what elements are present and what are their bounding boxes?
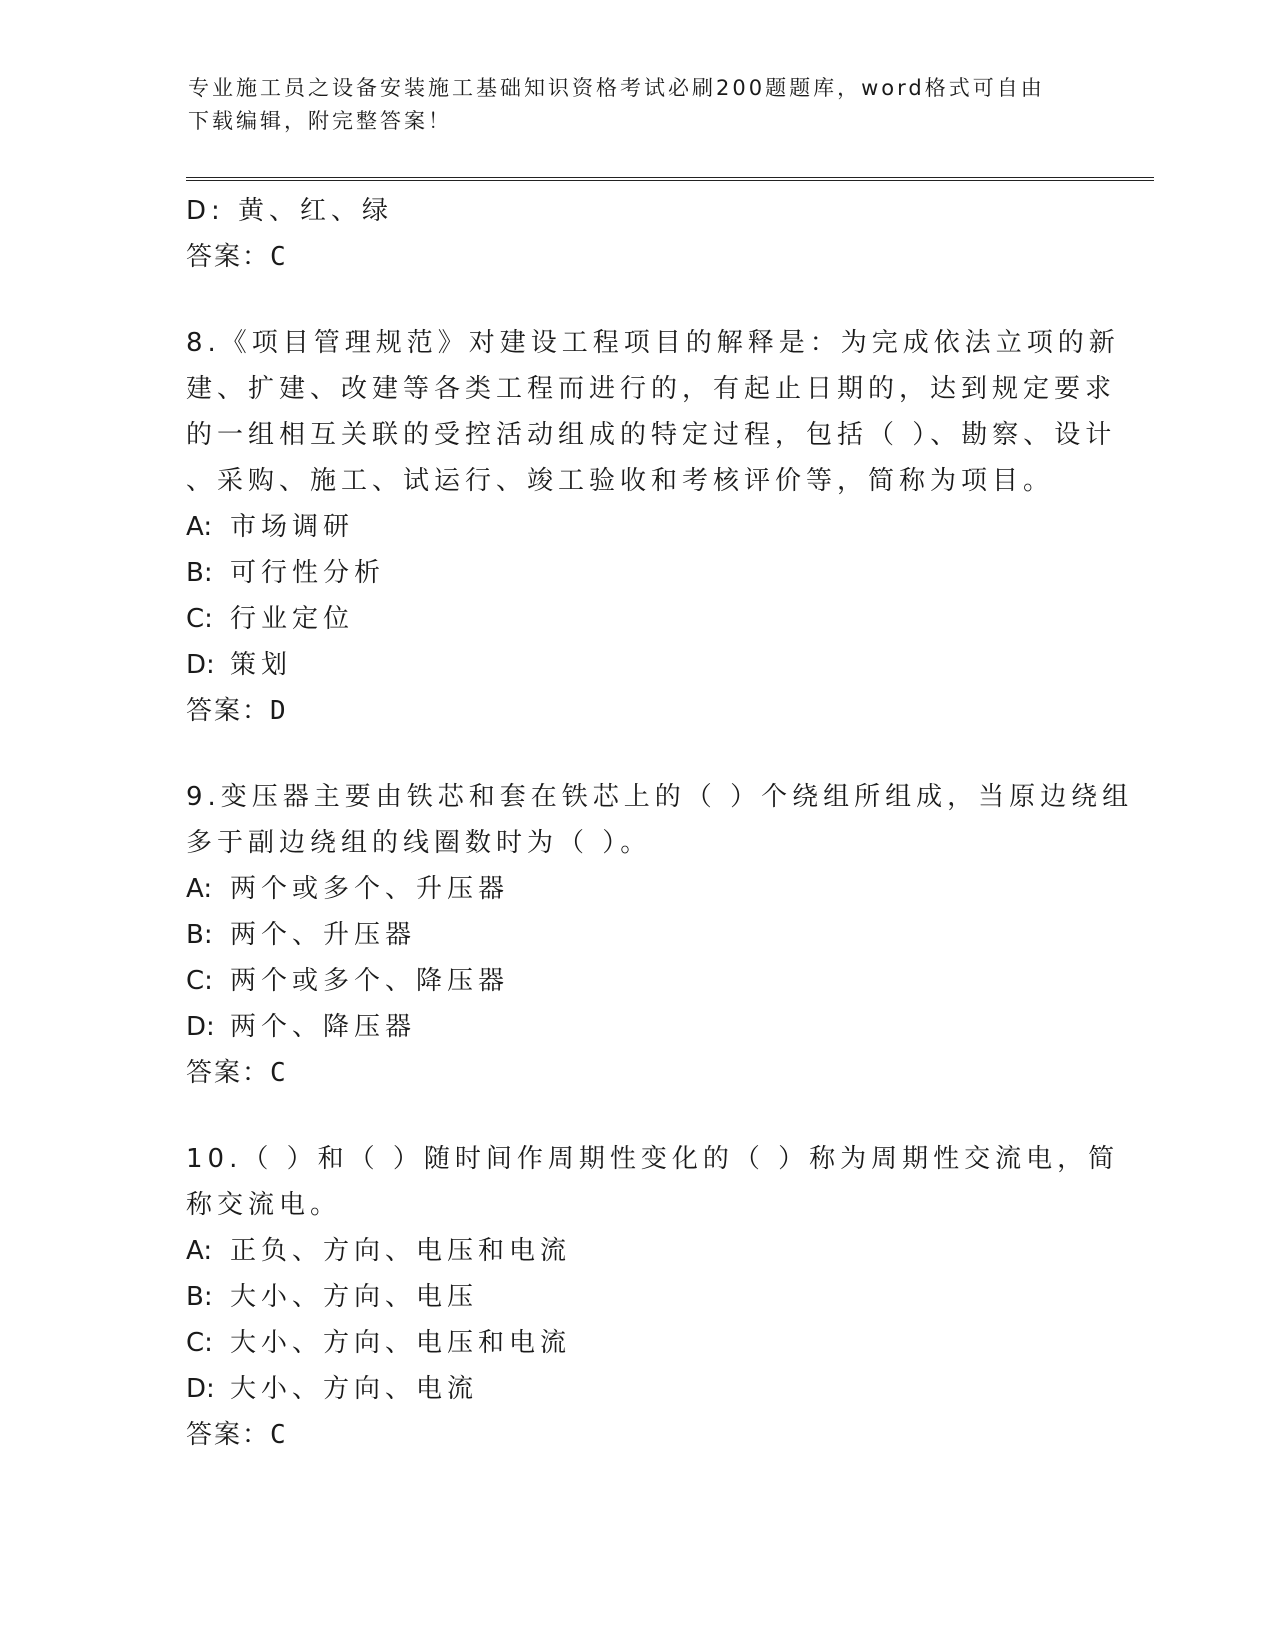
option-letter: B:	[186, 558, 213, 588]
document-header	[188, 72, 1088, 138]
previous-question-answer	[186, 234, 1086, 280]
option-text: 可行性分析	[230, 558, 386, 588]
question-text-line: 的一组相互关联的受控活动组成的特定过程，包括（ ）、勘察、设计	[186, 420, 1117, 450]
option-d	[186, 1004, 1086, 1050]
question-text-line: 9.变压器主要由铁芯和套在铁芯上的（ ）个绕组所组成，当原边绕组	[186, 782, 1134, 812]
spacer	[186, 734, 1086, 774]
question-answer	[186, 1412, 1086, 1458]
option-text: 大小、方向、电流	[230, 1374, 479, 1404]
answer-label: 答案：	[186, 242, 271, 272]
option-text: 两个、升压器	[230, 920, 417, 950]
spacer	[186, 1096, 1086, 1136]
option-text: 两个、降压器	[230, 1012, 417, 1042]
question-text-line: 建、扩建、改建等各类工程而进行的，有起止日期的，达到规定要求	[186, 374, 1117, 404]
header-title-line-1: 专业施工员之设备安装施工基础知识资格考试必刷200题题库，word格式可自由	[188, 76, 1045, 100]
answer-value: C	[270, 1058, 286, 1088]
question-text-line: 称交流电。	[186, 1190, 342, 1220]
question-answer	[186, 688, 1086, 734]
question-text-line: 、采购、施工、试运行、竣工验收和考核评价等，简称为项目。	[186, 466, 1055, 496]
option-letter: B:	[186, 920, 213, 950]
option-text: 行业定位	[230, 604, 355, 634]
option-d	[186, 642, 1086, 688]
question-text-line: 10.（ ）和（ ）随时间作周期性变化的（ ）称为周期性交流电，简	[186, 1144, 1120, 1174]
option-letter: C:	[186, 604, 213, 634]
option-text: 策划	[230, 650, 293, 680]
option-c	[186, 596, 1086, 642]
question-text-line: 多于副边绕组的线圈数时为（ ）。	[186, 828, 652, 858]
answer-value: C	[270, 242, 286, 272]
spacer	[186, 280, 1086, 320]
option-text: 大小、方向、电压和电流	[230, 1328, 572, 1358]
document-body	[186, 188, 1134, 1458]
answer-label: 答案：	[186, 1058, 271, 1088]
question-10	[186, 1136, 1120, 1458]
option-letter: B:	[186, 1282, 213, 1312]
option-letter: A:	[186, 512, 213, 542]
option-letter: C:	[186, 1328, 213, 1358]
option-a	[186, 866, 1086, 912]
option-text: 两个或多个、降压器	[230, 966, 510, 996]
question-8	[186, 320, 1120, 734]
answer-label: 答案：	[186, 1420, 271, 1450]
option-b	[186, 550, 1086, 596]
answer-value: D	[270, 696, 286, 726]
option-text: 市场调研	[230, 512, 355, 542]
question-text-line: 8.《项目管理规范》对建设工程项目的解释是：为完成依法立项的新	[186, 328, 1120, 358]
option-letter: A:	[186, 874, 213, 904]
option-b	[186, 1274, 1086, 1320]
option-b	[186, 912, 1086, 958]
option-c	[186, 958, 1086, 1004]
option-d	[186, 1366, 1086, 1412]
option-text: 两个或多个、升压器	[230, 874, 510, 904]
answer-value: C	[270, 1420, 286, 1450]
option-letter: D:	[186, 1374, 215, 1404]
option-text: 正负、方向、电压和电流	[230, 1236, 572, 1266]
option-a	[186, 504, 1086, 550]
option-letter: C:	[186, 966, 213, 996]
header-divider	[186, 177, 1154, 181]
previous-question-option-d: D: 黄、红、绿	[186, 196, 394, 226]
option-a	[186, 1228, 1086, 1274]
option-c	[186, 1320, 1086, 1366]
header-title-line-2: 下载编辑，附完整答案！	[188, 109, 452, 133]
answer-label: 答案：	[186, 696, 271, 726]
option-letter: A:	[186, 1236, 213, 1266]
question-9	[186, 774, 1134, 1096]
option-text: 大小、方向、电压	[230, 1282, 479, 1312]
question-answer	[186, 1050, 1086, 1096]
option-letter: D:	[186, 1012, 215, 1042]
option-letter: D:	[186, 650, 215, 680]
